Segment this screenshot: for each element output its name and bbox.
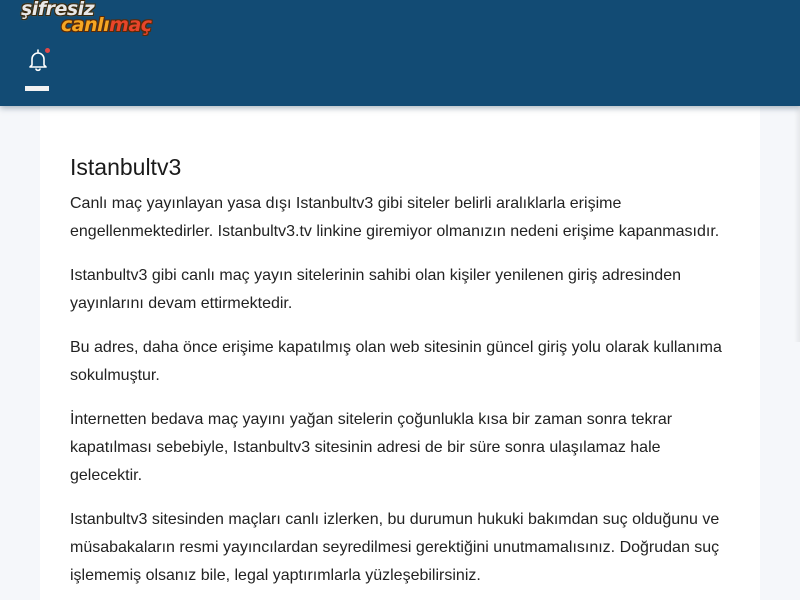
site-header — [0, 0, 800, 106]
logo-text-mac: maç — [109, 14, 152, 36]
article-card — [40, 106, 760, 600]
logo-text-canli: canlı — [61, 14, 110, 36]
hamburger-menu-icon[interactable] — [25, 86, 49, 91]
article-title: Istanbultv3 — [70, 154, 182, 180]
notification-badge-dot — [45, 48, 50, 53]
article-paragraph: Bu adres, daha önce erişime kapatılmış olan web sitesinin güncel giriş yolu olarak kullanıma sokulmuştur. — [70, 339, 722, 384]
article-paragraph: Canlı maç yayınlayan yasa dışı Istanbultv3 gibi siteler belirli aralıklarla erişime engellenmektedirler. Istanbultv3.tv linkine giremiyor olmanızın nedeni erişime kapanmasıdır. — [70, 195, 720, 240]
article-paragraph: İnternetten bedava maç yayını yağan sitelerin çoğunlukla kısa bir zaman sonra tekrar kapatılması sebebiyle, Istanbultv3 sitesinin adresi de bir süre sonra ulaşılamaz hale gelecektir. — [70, 411, 673, 484]
logo-text-sifresiz: şifresiz — [21, 0, 95, 20]
article-paragraph: Istanbultv3 sitesinden maçları canlı izlerken, bu durumun hukuki bakımdan suç olduğunu ve müsabakaların resmi yayıncılardan seyredilmesi gerektiğini unutmamalısınız. Doğrudan suç işlememiş olsanız bile, legal yaptırımlarla yüzleşebilirsiniz. — [70, 511, 720, 584]
logo-text-canli-mac — [61, 16, 152, 35]
notification-button[interactable] — [27, 48, 51, 72]
scrollbar[interactable] — [794, 106, 800, 342]
article-paragraph: Istanbultv3 gibi canlı maç yayın sitelerinin sahibi olan kişiler yenilenen giriş adresinden yayınlarını devam ettirmektedir. — [70, 267, 681, 312]
site-logo[interactable] — [19, 0, 165, 40]
